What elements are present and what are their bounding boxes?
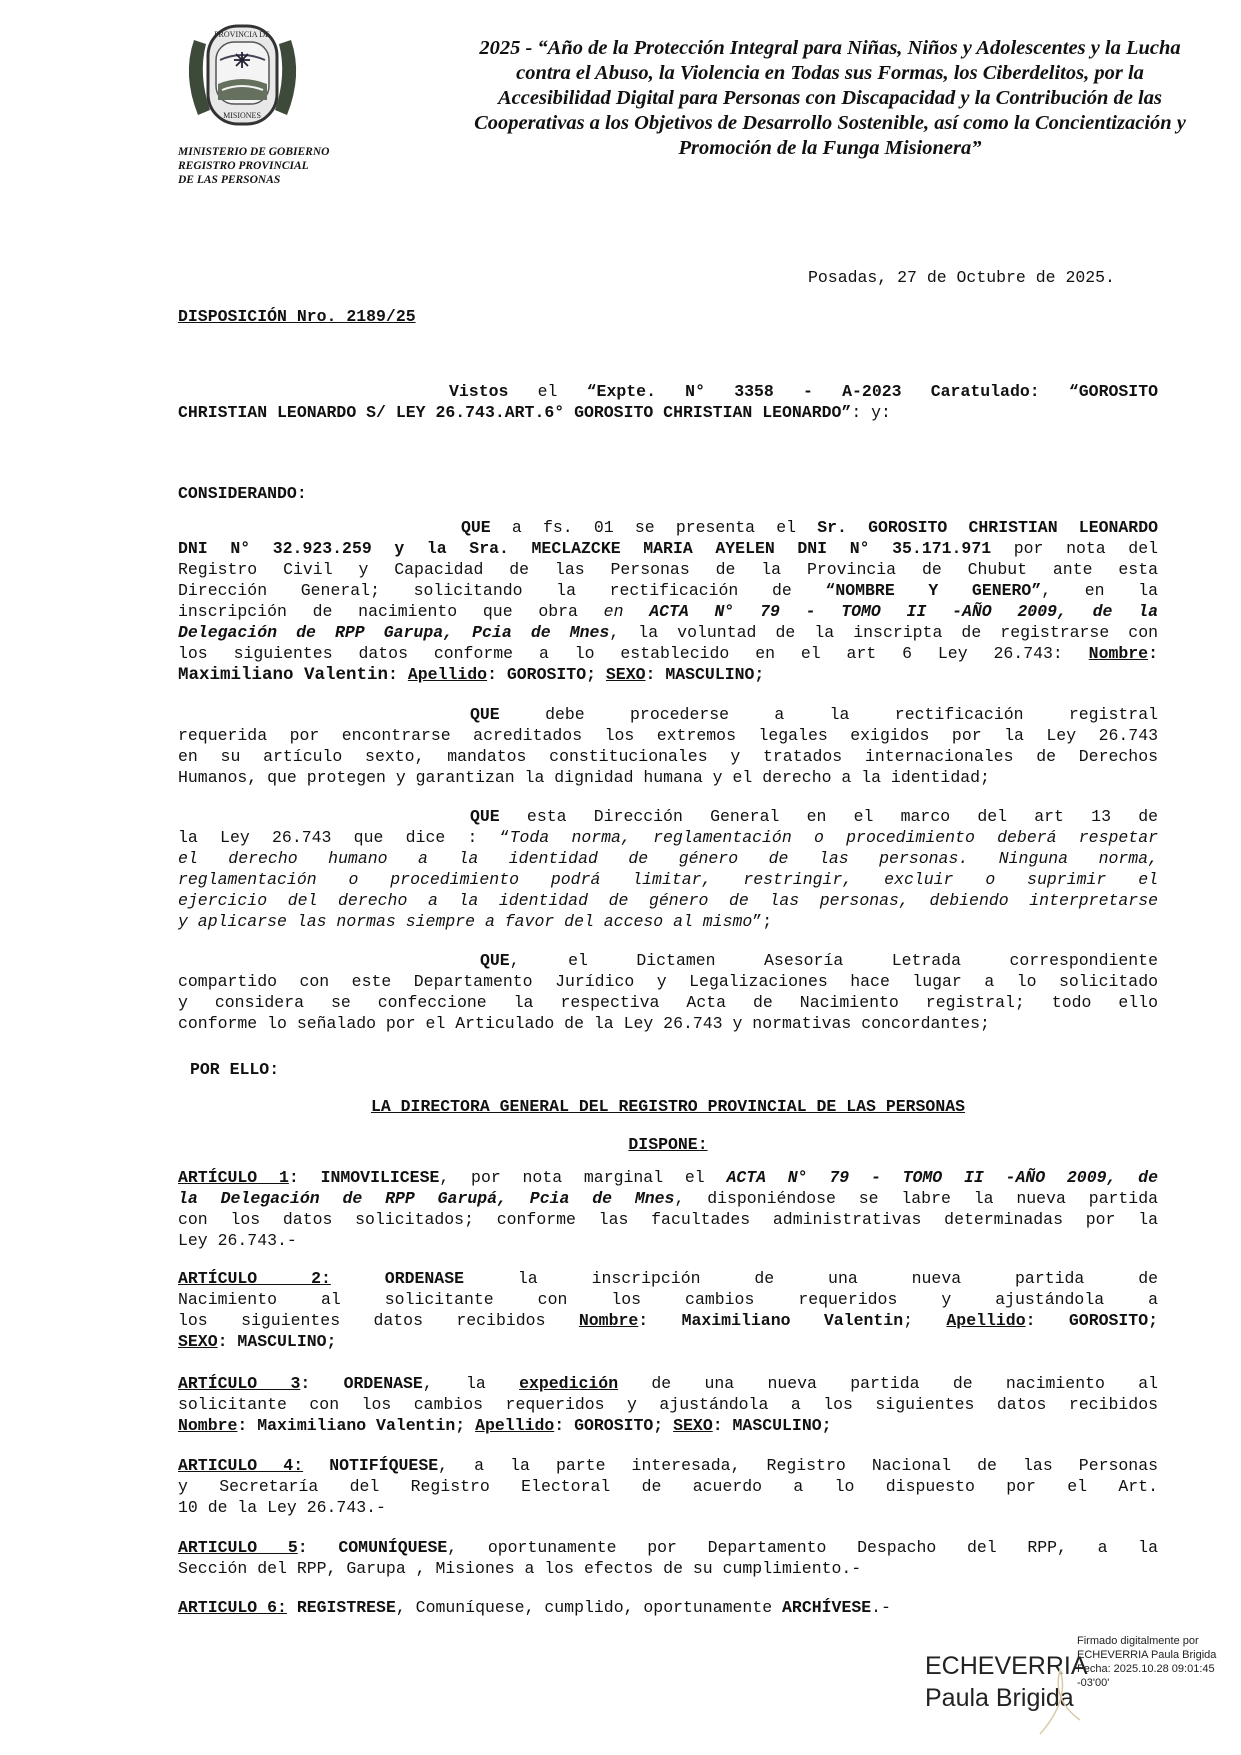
province-seal-logo: [180, 20, 305, 132]
considerando-paragraph-4: QUE, el Dictamen Asesoría Letrada correspondiente compartido con este Departamento Jurídico y Legalizaciones hace lugar a lo solicitado y considera se confeccione la respectiva Acta de Nacimiento registral; todo ello conforme lo señalado por el Articulado de la Ley 26.743 y normativas concordantes;: [178, 951, 1158, 1033]
signature-info-line: Firmado digitalmente por: [1077, 1635, 1199, 1647]
motto-line: 2025 - “Año de la Protección Integral para Niñas, Niños y Adolescentes y la Lucha: [479, 37, 1181, 59]
ministry-line: MINISTERIO DE GOBIERNO: [178, 146, 330, 158]
signature-name-line: Paula Brigida: [925, 1684, 1074, 1712]
ministry-line: REGISTRO PROVINCIAL: [178, 160, 309, 172]
vistos-paragraph: Vistos el “Expte. N° 3358 - A-2023 Caratulado: “GOROSITO CHRISTIAN LEONARDO S/ LEY 26.743.ART.6° GOROSITO CHRISTIAN LEONARDO”: y:: [178, 382, 1158, 422]
place-date: Posadas, 27 de Octubre de 2025.: [808, 268, 1115, 287]
considerando-paragraph-1: QUE a fs. 01 se presenta el Sr. GOROSITO CHRISTIAN LEONARDO DNI N° 32.923.259 y la Sra. MECLAZCKE MARIA AYELEN DNI N° 35.171.971 por nota del Registro Civil y Capacidad de las Personas de la Provincia de Chubut ante esta Dirección General; solicitando la rectificación de “NOMBRE Y GENERO”, en la inscripción de nacimiento que obra en ACTA N° 79 - TOMO II -AÑO 2009, de la Delegación de RPP Garupa, Pcia de Mnes, la voluntad de la inscripta de registrarse con los siguientes datos conforme a lo establecido en el art 6 Ley 26.743: Nombre: Maximiliano Valentin: Apellido: GOROSITO; SEXO: MASCULINO;: [178, 518, 1159, 685]
article-4: ARTICULO 4: NOTIFÍQUESE, a la parte interesada, Registro Nacional de las Personas y Secretaría del Registro Electoral de acuerdo a lo dispuesto por el Art. 10 de la Ley 26.743.-: [178, 1456, 1159, 1517]
considerando-paragraph-3: QUE esta Dirección General en el marco del art 13 de la Ley 26.743 que dice : “Toda norma, reglamentación o procedimiento deberá respetar el derecho humano a la identidad de género de las personas. Ninguna norma, reglamentación o procedimiento podrá limitar, restringir, excluir o suprimir el ejercicio del derecho a la identidad de género de las personas, debiendo interpretarse y aplicarse las normas siempre a favor del acceso al mismo”;: [178, 807, 1158, 931]
year-motto: [460, 36, 1200, 161]
article-2: ARTÍCULO 2: ORDENASE la inscripción de una nueva partida de Nacimiento al solicitante con los cambios requeridos y ajustándola a los siguientes datos recibidos Nombre: Maximiliano Valentin; Apellido: GOROSITO; SEXO: MASCULINO;: [178, 1269, 1159, 1351]
article-6: ARTICULO 6: REGISTRESE, Comuníquese, cumplido, oportunamente ARCHÍVESE.-: [178, 1598, 891, 1617]
dispone-heading: DISPONE:: [628, 1135, 708, 1154]
disposition-title: DISPOSICIÓN Nro. 2189/25: [178, 307, 416, 326]
ministry-header: [178, 145, 329, 187]
article-5: ARTICULO 5: COMUNÍQUESE, oportunamente por Departamento Despacho del RPP, a la Sección del RPP, Garupa , Misiones a los efectos de su cumplimiento.-: [178, 1538, 1158, 1578]
seal-text-top: PROVINCIA DE: [214, 30, 270, 39]
signature-info-line: ECHEVERRIA Paula Brigida: [1077, 1649, 1217, 1661]
motto-line: contra el Abuso, la Violencia en Todas sus Formas, los Ciberdelitos, por la: [516, 62, 1144, 84]
signature-name-line: ECHEVERRIA: [925, 1652, 1088, 1680]
motto-line: Accesibilidad Digital para Personas con Discapacidad y la Contribución de las: [498, 87, 1162, 109]
seal-text-bottom: MISIONES: [223, 111, 261, 120]
motto-line: Cooperativas a los Objetivos de Desarrollo Sostenible, así como la Concientización y: [474, 112, 1186, 134]
signature-info-line: -03'00': [1077, 1677, 1110, 1689]
signature-info-line: Fecha: 2025.10.28 09:01:45: [1077, 1663, 1215, 1675]
digital-signature-info: [1077, 1634, 1216, 1690]
director-title: LA DIRECTORA GENERAL DEL REGISTRO PROVINCIAL DE LAS PERSONAS: [370, 1097, 966, 1116]
motto-line: Promoción de la Funga Misionera”: [678, 137, 982, 159]
considerando-paragraph-2: QUE debe procederse a la rectificación registral requerida por encontrarse acreditados los extremos legales exigidos por la Ley 26.743 en su artículo sexto, mandatos constitucionales y tratados internacionales de Derechos Humanos, que protegen y garantizan la dignidad humana y el derecho a la identidad;: [178, 705, 1158, 787]
article-1: ARTÍCULO 1: INMOVILICESE, por nota marginal el ACTA N° 79 - TOMO II -AÑO 2009, de la Delegación de RPP Garupá, Pcia de Mnes, disponiéndose se labre la nueva partida con los datos solicitados; conforme las facultades administrativas determinadas por la Ley 26.743.-: [178, 1168, 1159, 1250]
ministry-line: DE LAS PERSONAS: [178, 174, 281, 186]
considerando-heading: CONSIDERANDO:: [178, 484, 307, 503]
por-ello-heading: POR ELLO:: [190, 1060, 280, 1079]
article-3: ARTÍCULO 3: ORDENASE, la expedición de una nueva partida de nacimiento al solicitante con los cambios requeridos y ajustándola a los siguientes datos recibidos Nombre: Maximiliano Valentin; Apellido: GOROSITO; SEXO: MASCULINO;: [178, 1374, 1158, 1435]
